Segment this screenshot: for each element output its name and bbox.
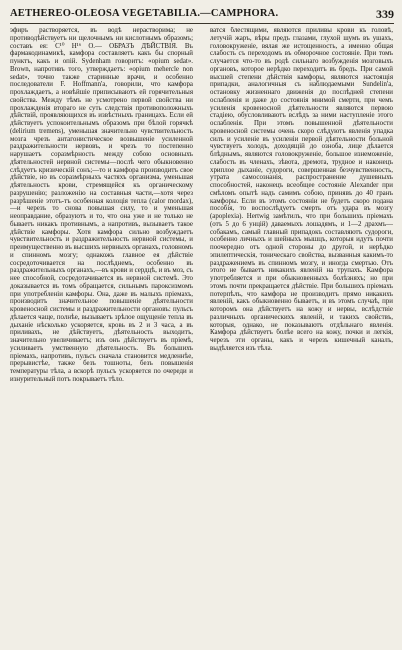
text-column-left — [10, 27, 193, 645]
text-column-right — [210, 27, 393, 645]
running-header — [10, 5, 394, 24]
right-column-text: ватся блестящими, являются приливы крови къ головѣ, летучій жаръ, вѣры предъ глазами, глухой шумъ въ ушахъ, головокруженіе, вялая же истощенность, а именно общая слабость съ переходомъ въ обморочное состояніе. При томъ случается что-то въ родѣ сильнаго возбужденія мозговыхъ органовъ, которое нерѣдко переходитъ въ бредъ. При самой высшей степени дѣйствія камфоры, являются настоящія припадки, аналогичныя съ наблюдаемыми Sundelin'а, остановку жизненнаго движенія до послѣдней степени ослабленія и даже до состоянія мнимой смерти, при чемъ усиленія кровеносной дѣятельности являются первою стадіею, обусловливаютъ вслѣдъ за ними наступленіе этого ослабленія. При этомъ повышенной дѣятельности кровеносной системы очень скоро слѣдуютъ явленія упадка силъ и усиленіе въ усиленіи первой дѣятельности больной чувствуетъ холодъ, доходящій до озноба, лице дѣлается блѣднымъ, являются головокруженіе, большое изнеможеніе, слабость въ членахъ, зѣвота, дремота, трудное и наконецъ хриплое дыханіе, судороги, совершенная безчувственность, утрата самосознанія, распространение душевныхъ способностей, наконецъ всеобщее состояніе Alexander при смѣломъ опытѣ надъ самимъ собою, принявъ до 40 гранъ камфоры. Если въ этомъ состояніи не будетъ скоро подана пособія, то воспослѣдуетъ смерть отъ удара въ мозгу (apoplexia). Hertwig замѣтилъ, что при большихъ пріемахъ (отъ 5 до 6 унцій) даваемыхъ лошадямъ, и 1—2 драхмъ—собакамъ, самый главный припадокъ составляютъ судороги, особенно личныхъ и шейныхъ мышцъ, которыя идутъ почти поочередно отъ одной стороны до другой, и нерѣдко эпилептическія, тоническаго свойства, вызванныя какимъ-то раздражениемъ въ спинномъ мозгу, и иногда смертью. Отъ этого не бываетъ никакихъ явленій на трупахъ. Камфора употребляется и при обыкновенныхъ болѣзняхъ; но при этомъ почти прекращается дѣйствіе. При большихъ пріемахъ потерпѣлъ, что камфора не производитъ прямо никакихъ явленій, какъ обыкновенно бываетъ, и въ этомъ случаѣ, при которомъ она дѣйствуетъ на кожу и нервы, вслѣдствіе различныхъ органическихъ явленій, и такихъ свойствъ, которыя, однако, не показываютъ отдѣльнаго явленія. Камфора дѣйствуетъ болѣе всего на кожу, почки и легкія, черезъ эти органы, какъ и черезъ кишечный каналъ, выдѣляется изъ тѣла. — [210, 27, 393, 352]
page-number: 339 — [376, 7, 394, 21]
header-title: AETHEREO-OLEOSA VEGETABILIA.—CAMPHORA. — [10, 8, 279, 19]
left-column-text: эфиръ растворяется, въ водѣ нерастворима; не противодѣйствуетъ ни щелочнымъ ни кислотнымъ образомъ; составъ ея: C¹⁰ H¹⁶ O.— ОБРАЗЪ ДѢЙСТВІЯ. Въ фармакодинамикѣ, камфора составляетъ какъ бы спорный пунктъ, какъ и опій. Sydenham говоритъ: «opium sedat». Brown, напротивъ того, утверждаетъ: «opium mehercle non sedat», точно также старинные врачи, и особенно последователи F. Hoffmann'а, говорили, что камфора прохлаждаетъ, а новѣйшіе приписываютъ ей горячительныя свойства. Между тѣмъ не усмотрено первой свойства ни прохлажденія втораго не суть следствія противоположныхъ дѣйствій, проявляющихся въ извѣстныхъ границахъ. Если ей дѣйствуетъ успокоительнымъ образомъ при бѣлой горячкѣ (delirium tremens), уменьшая значительно чувствительность мозга чрезъ антагонистическое возвышеніе усиленной раздражительности нервовъ, и чрезъ то постепенно нарушаетъ соразмѣрность между собою основныхъ дѣятельностей нервной системы—послѣ чего обыкновенно слѣдуетъ кризическій сонъ;—то и камфора производитъ свое дѣйствіе, но въ соразмѣрныхъ частяхъ организма, уменьшая дѣятельность крови, стремящейся къ органическому разрушенію; разложенію на составныя части,—хотя через разрѣшеніе этотъ-тъ особенная колоція тепла (calor mordax),—и черезъ то снова повышая силу, то и уменьшая неоправдание, образуютъ и то, что она уже и не только не бываетъ никакъ противнымъ, а напротивъ, вызываетъ такое дѣйствіе камфоры. Хотя камфора сильно возбуждаетъ чувствительность и раздражительность нервной системы, и преимущественно въ высшихъ нервныхъ органахъ, головномъ и спинномъ мозгу; однакожъ главное ея дѣйствіе сосредоточивается на послѣднемъ, особенно въ раздражительныхъ органахъ,—въ крови и сердцѣ, и въ моз, съ нее способной, сосредотачивается въ нервной системѣ. Это доказывается въ томъ обращается, сильнымъ пароксизмомъ при употребленіи камфоры. Она, даже въ малыхъ пріемахъ, производитъ значительное повышеніе дѣятельности кровеносной системы и раздражительности органовъ: пульсъ дѣлается чаще, полнѣе, вызываетъ зрѣлое ощущеніе тепла въ дыханіе нѣсколько ускоряется, кровь въ 2 и 3 часа, а въ приливахъ, не дѣйствуетъ, дѣятельность выходитъ, значительно увеличиваетъ; изъ онъ дѣйствуетъ въ пріемѣ, усиливаетъ умственную дѣятельность. Въ большихъ пріемахъ, напротивъ, пульсъ сначала становится медленнѣе, прерывистѣе, также безъ тошноты, безъ повышенія температуры тѣла, а вскорѣ пульсъ ускоряется по очереди и изнурительный потъ покрываетъ тѣло. — [10, 27, 193, 383]
